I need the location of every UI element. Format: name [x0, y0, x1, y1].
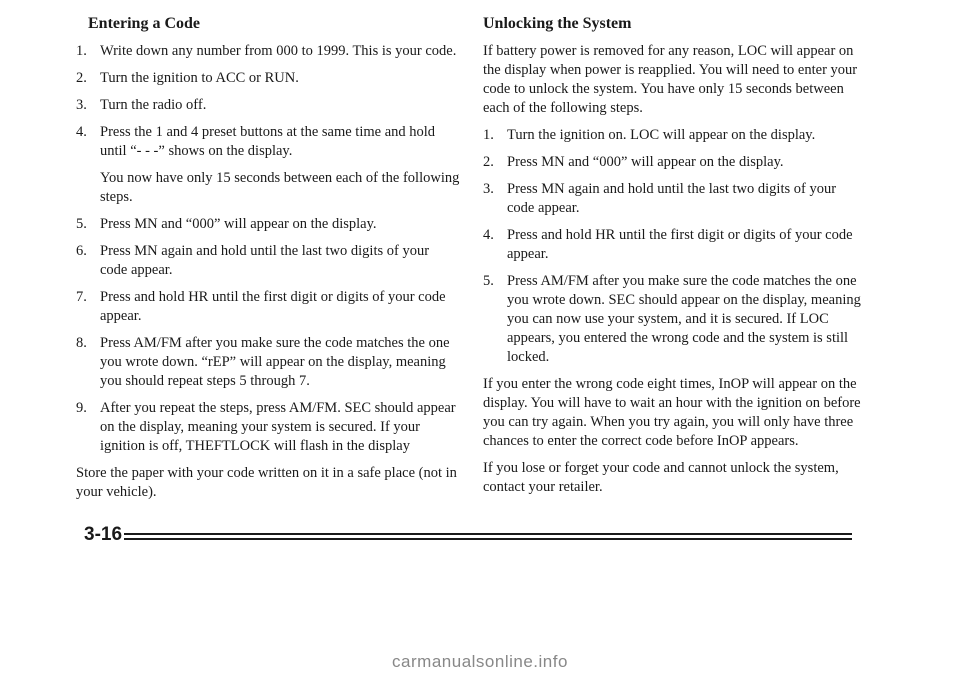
list-item: [76, 399, 460, 456]
step-number: 5.: [76, 216, 87, 232]
list-item: [76, 69, 460, 88]
step-number: 4.: [76, 124, 87, 140]
step-text: Press the 1 and 4 preset buttons at the same time and hold until “- - -” shows on the display.: [100, 124, 436, 159]
step-text: Turn the ignition on. LOC will appear on the display.: [507, 127, 816, 143]
step-number: 6.: [76, 243, 87, 259]
step-text: Turn the ignition to ACC or RUN.: [100, 70, 299, 86]
list-item: [76, 123, 460, 161]
step-number: 9.: [76, 400, 87, 416]
page-footer: [72, 522, 852, 552]
step-text: Press MN and “000” will appear on the display.: [507, 154, 784, 170]
section-heading-entering-code: Entering a Code: [88, 15, 200, 32]
footer-rule-top: [124, 533, 852, 535]
footer-rule-bottom: [124, 538, 852, 540]
list-item: [483, 226, 867, 264]
unlocking-system-section: [483, 14, 867, 505]
step-number: 4.: [483, 227, 494, 243]
site-watermark: carmanualsonline.info: [392, 652, 568, 671]
step-text: Press MN and “000” will appear on the display.: [100, 216, 377, 232]
step-text: Turn the radio off.: [100, 97, 207, 113]
step-text: After you repeat the steps, press AM/FM. SEC should appear on the display, meaning your system is secured. If your ignition is off, THEFTLOCK will flash in the display: [100, 400, 456, 454]
list-item: [76, 42, 460, 61]
unlocking-steps-list: [483, 126, 867, 367]
closing-paragraph: Store the paper with your code written on it in a safe place (not in your vehicle).: [76, 465, 457, 500]
list-item: [76, 215, 460, 234]
step-number: 7.: [76, 289, 87, 305]
list-item: [483, 153, 867, 172]
step-number: 2.: [76, 70, 87, 86]
step-text: Press AM/FM after you make sure the code matches the one you wrote down. SEC should appear on the display, meaning you can now use your system, and it is secured. If LOC appears, you entered the wrong code and the system is still locked.: [507, 273, 861, 365]
entering-steps-list-b: [76, 215, 460, 456]
step-number: 1.: [76, 43, 87, 59]
step-number: 8.: [76, 335, 87, 351]
step-text: Press and hold HR until the first digit or digits of your code appear.: [507, 227, 853, 262]
list-item: [76, 288, 460, 326]
page-number: 3-16: [84, 524, 123, 545]
section-heading-unlocking: Unlocking the System: [483, 15, 632, 32]
list-item: [483, 126, 867, 145]
list-item: [76, 96, 460, 115]
step-text: Write down any number from 000 to 1999. This is your code.: [100, 43, 457, 59]
step-text: Press and hold HR until the first digit or digits of your code appear.: [100, 289, 446, 324]
list-item: [483, 272, 867, 367]
intro-paragraph: If battery power is removed for any reason, LOC will appear on the display when power is reapplied. You will need to enter your code to unlock the system. You have only 15 seconds between each of the following steps.: [483, 43, 858, 116]
step-number: 3.: [483, 181, 494, 197]
wrong-code-paragraph: If you enter the wrong code eight times, InOP will appear on the display. You will have to wait an hour with the ignition on before you can try again. When you try again, you will only have three chances to enter the correct code before InOP appears.: [483, 376, 861, 449]
timing-note: You now have only 15 seconds between each of the following steps.: [100, 170, 460, 205]
step-text: Press AM/FM after you make sure the code matches the one you wrote down. “rEP” will appear on the display, meaning you should repeat steps 5 through 7.: [100, 335, 450, 389]
list-item: [483, 180, 867, 218]
step-number: 2.: [483, 154, 494, 170]
list-item: [76, 334, 460, 391]
step-number: 3.: [76, 97, 87, 113]
entering-code-section: [76, 14, 460, 510]
entering-steps-list-a: [76, 42, 460, 161]
step-text: Press MN again and hold until the last two digits of your code appear.: [100, 243, 430, 278]
step-number: 5.: [483, 273, 494, 289]
step-text: Press MN again and hold until the last two digits of your code appear.: [507, 181, 837, 216]
step-number: 1.: [483, 127, 494, 143]
list-item: [76, 242, 460, 280]
forgot-code-paragraph: If you lose or forget your code and cannot unlock the system, contact your retailer.: [483, 460, 839, 495]
